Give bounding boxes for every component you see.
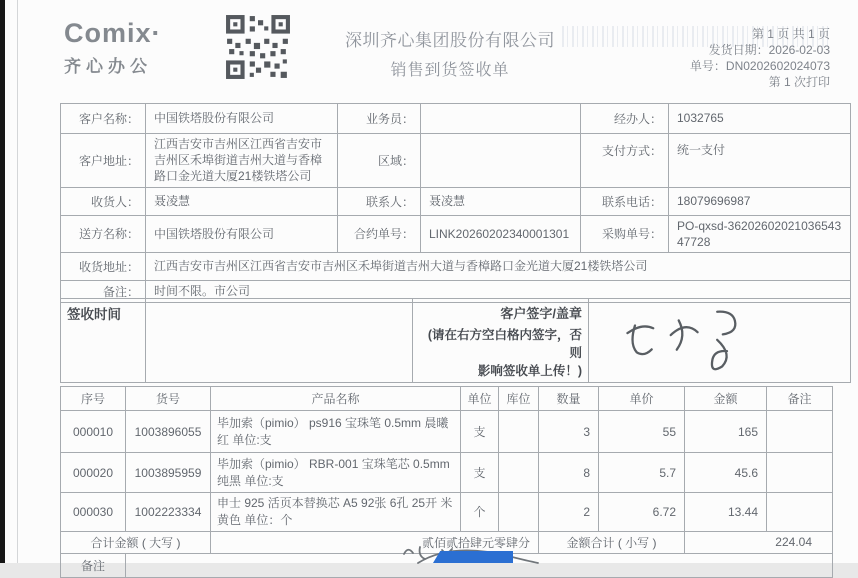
product-header-row xyxy=(61,387,833,411)
qty-cell: 3 xyxy=(539,411,599,453)
sku-cell: 1003896055 xyxy=(126,411,211,453)
contract-value: LINK20260202340001301 xyxy=(421,215,581,252)
remark-value: 时间不限。市公司 xyxy=(146,280,851,302)
scan-artifact-line xyxy=(17,0,18,563)
sku-cell: 1002223334 xyxy=(126,493,211,532)
ship-date: 发货日期：2026-02-03 xyxy=(708,43,830,57)
table-row xyxy=(61,252,851,280)
amount-figures-value: 224.04 xyxy=(685,531,833,553)
sign-note-line2: 影响签收单上传！) xyxy=(477,364,582,378)
col-header-amount: 金额 xyxy=(685,387,767,411)
sign-title: 客户签字/盖章 xyxy=(500,306,582,321)
name-cell: 申士 925 活页本替换芯 A5 92张 6孔 25开 米黄色 单位：个 xyxy=(211,493,461,532)
sign-time-area xyxy=(146,299,413,383)
blue-ui-artifact xyxy=(433,551,513,563)
remark-cell xyxy=(767,411,833,453)
doc-type-title: 销售到货签收单 xyxy=(390,62,510,79)
col-header-seq: 序号 xyxy=(61,387,126,411)
amount-words-label: 合计金额 ( 大写 ) xyxy=(61,531,211,553)
col-header-sku: 货号 xyxy=(126,387,211,411)
seq-cell: 000020 xyxy=(61,453,126,493)
sign-note-line1: (请在右方空白格内签字，否则 xyxy=(427,328,582,360)
sender-label: 送方名称： xyxy=(61,215,146,252)
document-meta xyxy=(570,26,830,90)
product-row xyxy=(61,493,833,532)
order-number: 单号：DN0202602024073 xyxy=(689,59,830,73)
po-label: 采购单号： xyxy=(581,215,669,252)
amount-figures-label: 金额合计 ( 小写 ) xyxy=(539,531,685,553)
salesman-label: 业务员： xyxy=(338,104,421,134)
receiver-value: 聂凌慧 xyxy=(146,187,338,215)
company-name: 深圳齐心集团股份有限公司 xyxy=(345,31,555,50)
qty-cell: 8 xyxy=(539,453,599,493)
remark-cell xyxy=(767,453,833,493)
po-value: PO-qxsd-3620260202103654347728 xyxy=(669,215,851,252)
col-header-name: 产品名称 xyxy=(211,387,461,411)
sender-value: 中国铁塔股份有限公司 xyxy=(146,215,338,252)
qty-cell: 2 xyxy=(539,493,599,532)
seq-cell: 000010 xyxy=(61,411,126,453)
unit-cell: 支 xyxy=(461,411,499,453)
footer-remark-label: 备注 xyxy=(61,553,126,577)
amount-cell: 13.44 xyxy=(685,493,767,532)
amount-words-value: 贰佰贰拾肆元零肆分 xyxy=(211,531,539,553)
customer-address-value: 江西吉安市吉州区江西省吉安市吉州区禾埠街道吉州大道与香樟路口金光道大厦21楼铁塔公司 xyxy=(146,134,338,188)
contract-label: 合约单号： xyxy=(338,215,421,252)
document-title xyxy=(320,26,580,80)
comix-logo xyxy=(64,20,162,77)
phone-value: 18079696987 xyxy=(669,187,851,215)
contact-value: 聂凌慧 xyxy=(421,187,581,215)
agent-value: 1032765 xyxy=(669,104,851,134)
payment-value: 统一支付 xyxy=(669,134,851,188)
seq-cell: 000030 xyxy=(61,493,126,532)
name-cell: 毕加索（pimio） ps916 宝珠笔 0.5mm 晨曦红 单位:支 xyxy=(211,411,461,453)
region-value xyxy=(421,134,581,188)
sign-time-label: 签收时间 xyxy=(61,299,146,383)
amount-cell: 45.6 xyxy=(685,453,767,493)
region-label: 区域： xyxy=(338,134,421,188)
table-row xyxy=(61,187,851,215)
scan-edge-bar xyxy=(0,0,5,563)
location-cell xyxy=(499,493,539,532)
remark-label: 备注： xyxy=(61,280,146,302)
customer-info-table xyxy=(60,103,851,303)
location-cell xyxy=(499,411,539,453)
price-cell: 6.72 xyxy=(599,493,685,532)
table-row xyxy=(61,104,851,134)
customer-sign-instructions xyxy=(413,299,589,383)
unit-cell: 支 xyxy=(461,453,499,493)
salesman-value xyxy=(421,104,581,134)
page-count: 第 1 页 共 1 页 xyxy=(751,27,830,41)
receiver-label: 收货人： xyxy=(61,187,146,215)
name-cell: 毕加索（pimio） RBR-001 宝珠笔芯 0.5mm 纯黑 单位:支 xyxy=(211,453,461,493)
print-count: 第 1 次打印 xyxy=(768,75,830,89)
price-cell: 55 xyxy=(599,411,685,453)
amount-cell: 165 xyxy=(685,411,767,453)
product-row xyxy=(61,411,833,453)
delivery-address-label: 收货地址： xyxy=(61,252,146,280)
product-row xyxy=(61,453,833,493)
price-cell: 5.7 xyxy=(599,453,685,493)
col-header-location: 库位 xyxy=(499,387,539,411)
col-header-qty: 数量 xyxy=(539,387,599,411)
delivery-address-value: 江西吉安市吉州区江西省吉安市吉州区禾埠街道吉州大道与香樟路口金光道大厦21楼铁塔公司 xyxy=(146,252,851,280)
col-header-unit: 单位 xyxy=(461,387,499,411)
handwritten-signature xyxy=(600,300,800,375)
customer-name-label: 客户名称： xyxy=(61,104,146,134)
qr-code xyxy=(225,14,291,80)
sku-cell: 1003895959 xyxy=(126,453,211,493)
customer-address-label: 客户地址： xyxy=(61,134,146,188)
table-row xyxy=(61,215,851,252)
location-cell xyxy=(499,453,539,493)
logo-wordmark: Comix· xyxy=(64,18,162,48)
payment-label: 支付方式： xyxy=(581,134,669,188)
contact-label: 联系人： xyxy=(338,187,421,215)
remark-cell xyxy=(767,493,833,532)
agent-label: 经办人： xyxy=(581,104,669,134)
phone-label: 联系电话： xyxy=(581,187,669,215)
unit-cell: 个 xyxy=(461,493,499,532)
customer-name-value: 中国铁塔股份有限公司 xyxy=(146,104,338,134)
logo-chinese-name: 齐心办公 xyxy=(64,57,152,76)
col-header-price: 单价 xyxy=(599,387,685,411)
col-header-remark: 备注 xyxy=(767,387,833,411)
table-row xyxy=(61,134,851,188)
